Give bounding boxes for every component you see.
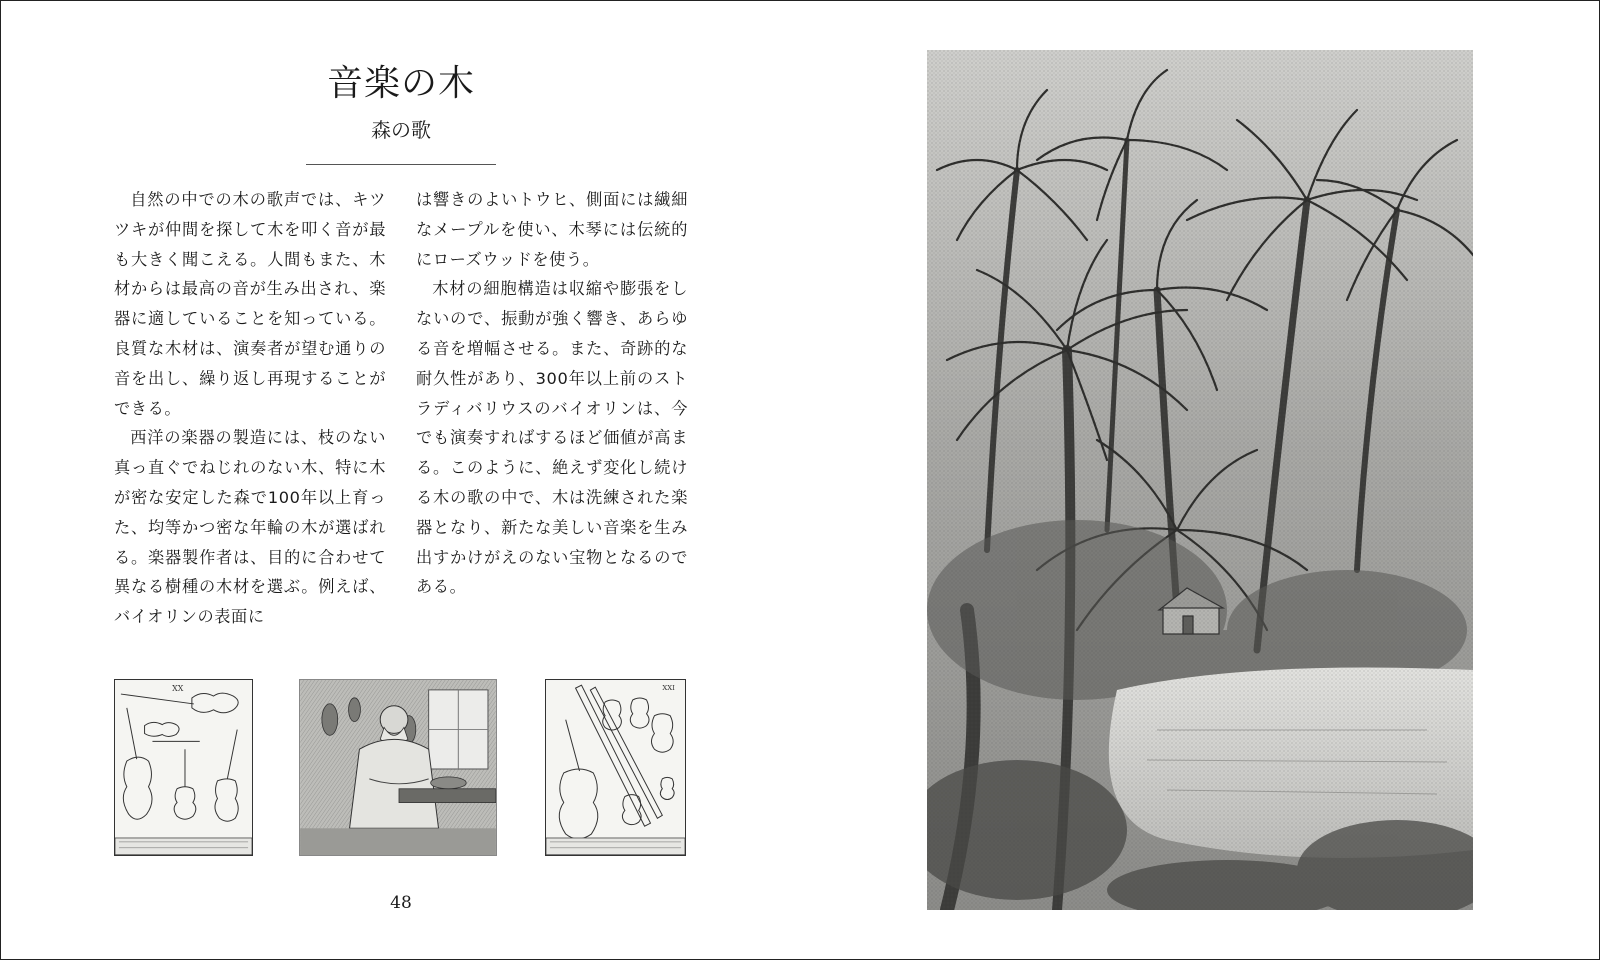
text-column-left	[114, 185, 386, 632]
luthier-workshop-illustration	[299, 679, 497, 856]
instrument-plate-illustration-1	[114, 679, 253, 856]
title-divider	[306, 164, 496, 165]
paragraph-continuation: は響きのよいトウヒ、側面には繊細なメープルを使い、木琴には伝統的にローズウッドを使う。	[416, 190, 688, 269]
page-title: 音楽の木	[326, 63, 475, 104]
palm-forest-engraving	[927, 50, 1473, 910]
instrument-plate-illustration-2	[545, 679, 686, 856]
plate-numeral-21: XXI	[662, 684, 675, 693]
left-page	[1, 1, 801, 959]
paragraph-western-instruments: 西洋の楽器の製造には、枝のない真っ直ぐでねじれのない木、特に木が密な安定した森で100年以上育った、均等かつ密な年輪の木が選ばれる。楽器製作者は、目的に合わせて異なる樹種の木材を選ぶ。例えば、バイオリンの表面に	[114, 428, 386, 627]
right-page	[801, 1, 1599, 959]
text-column-right	[416, 185, 688, 602]
page-subtitle: 森の歌	[371, 118, 431, 142]
page-number: 48	[390, 893, 412, 913]
paragraph-woodpecker: 自然の中での木の歌声では、キツツキが仲間を探して木を叩く音が最も大きく聞こえる。人間もまた、木材からは最高の音が生み出され、楽器に適していることを知っている。良質な木材は、演奏者が望む通りの音を出し、繰り返し再現することができる。	[114, 190, 386, 418]
paragraph-cell-structure: 木材の細胞構造は収縮や膨張をしないので、振動が強く響き、あらゆる音を増幅させる。また、奇跡的な耐久性があり、300年以上前のストラディバリウスのバイオリンは、今でも演奏すればするほど価値が高まる。このように、絶えず変化し続ける木の歌の中で、木は洗練された楽器となり、新たな美しい音楽を生み出すかけがえのない宝物となるのである。	[416, 279, 688, 597]
plate-numeral-20: XX	[172, 684, 184, 694]
